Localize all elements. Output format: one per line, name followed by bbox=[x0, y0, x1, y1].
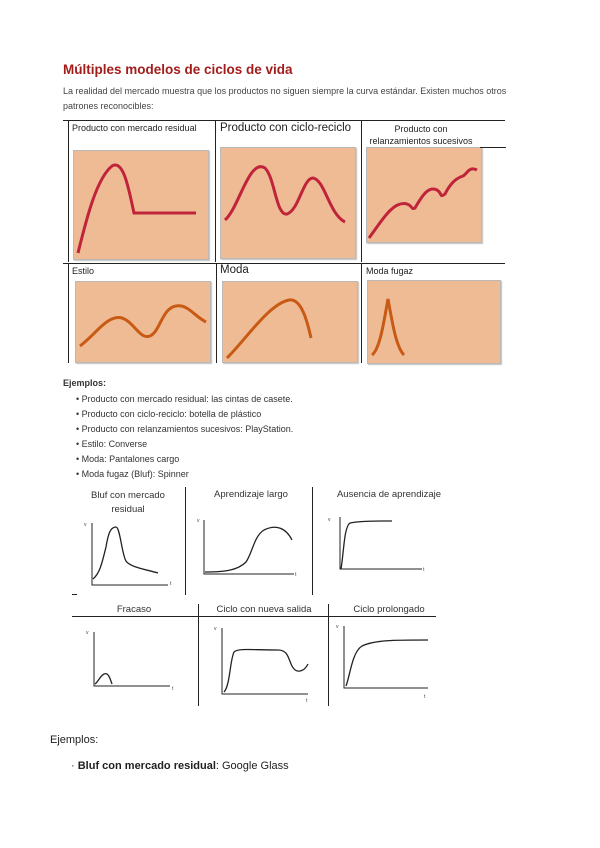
chart-label-mercado-residual: Producto con mercado residual bbox=[72, 123, 197, 133]
example-value: : Google Glass bbox=[215, 760, 289, 772]
bullet: · bbox=[71, 760, 78, 772]
curve-estilo bbox=[76, 282, 210, 362]
chart-label-estilo: Estilo bbox=[72, 266, 95, 276]
example-item-text: Moda: Pantalones cargo bbox=[81, 454, 180, 464]
curve-ausencia-aprendizaje bbox=[326, 511, 428, 575]
curve-aprendizaje-largo bbox=[196, 514, 302, 580]
grid1-rule bbox=[480, 147, 506, 148]
chart-label-ciclo-prolongado: Ciclo prolongado bbox=[353, 604, 425, 615]
example-item: • Estilo: Converse bbox=[76, 439, 148, 449]
chart-label-aprendizaje-largo: Aprendizaje largo bbox=[214, 489, 288, 500]
example-item-text: Producto con relanzamientos sucesivos: PlayStation. bbox=[81, 424, 294, 434]
chart-label-ciclo-nueva-salida: Ciclo con nueva salida bbox=[216, 604, 312, 615]
examples-heading-2: Ejemplos: bbox=[50, 734, 99, 746]
example-item-text: Producto con ciclo-reciclo: botella de plástico bbox=[81, 409, 262, 419]
axis-t-label: t bbox=[172, 686, 174, 692]
grid1-divider bbox=[215, 120, 216, 262]
axis-v-label: v bbox=[84, 522, 87, 528]
chart-label-ausencia-aprendizaje: Ausencia de aprendizaje bbox=[336, 489, 442, 500]
grid2-divider bbox=[312, 487, 313, 595]
chart-label-relanzamientos: Producto con relanzamientos sucesivos bbox=[369, 124, 473, 146]
grid2-row2-top-rule bbox=[72, 616, 436, 617]
examples-heading: Ejemplos: bbox=[63, 378, 107, 388]
axis-v-label: v bbox=[214, 626, 217, 632]
curve-bluf bbox=[84, 517, 184, 591]
example-item: • Moda: Pantalones cargo bbox=[76, 454, 180, 464]
example-term: Bluf con mercado residual bbox=[77, 760, 216, 772]
curve-moda-fugaz bbox=[368, 281, 500, 363]
grid2-divider bbox=[328, 604, 329, 706]
grid1-divider bbox=[68, 120, 69, 262]
grid2-rule bbox=[72, 594, 77, 595]
curve-relanzamientos bbox=[367, 148, 481, 242]
example-item-text: Moda fugaz (Bluf): Spinner bbox=[81, 469, 189, 479]
grid2-divider bbox=[185, 487, 186, 595]
example-item-google-glass bbox=[71, 760, 289, 772]
example-item: • Producto con relanzamientos sucesivos: PlayStation. bbox=[76, 424, 294, 434]
axis-t-label: t bbox=[423, 567, 425, 573]
axis-v-label: v bbox=[197, 518, 200, 524]
example-item: • Moda fugaz (Bluf): Spinner bbox=[76, 469, 189, 479]
chart-panel-ciclo-reciclo bbox=[220, 147, 356, 259]
grid1-row1-top-rule bbox=[63, 120, 505, 121]
chart-label-moda-fugaz: Moda fugaz bbox=[366, 266, 414, 276]
page-title: Múltiples modelos de ciclos de vida bbox=[63, 62, 293, 77]
grid1-divider bbox=[68, 263, 69, 363]
grid2-divider bbox=[198, 604, 199, 706]
example-item: • Producto con mercado residual: las cintas de casete. bbox=[76, 394, 293, 404]
example-item-text: Estilo: Converse bbox=[81, 439, 148, 449]
chart-label-ciclo-reciclo: Producto con ciclo-reciclo bbox=[220, 122, 352, 134]
chart-panel-mercado-residual bbox=[73, 150, 209, 260]
curve-mercado-residual bbox=[74, 151, 208, 259]
chart-panel-moda bbox=[222, 281, 358, 363]
axis-t-label: t bbox=[424, 694, 426, 700]
axis-v-label: v bbox=[86, 630, 89, 636]
curve-ciclo-nueva-salida bbox=[212, 620, 322, 702]
axis-t-label: t bbox=[306, 698, 308, 702]
intro-paragraph: La realidad del mercado muestra que los productos no siguen siempre la curva estándar. Existen muchos otros patrones reconocibles: bbox=[63, 86, 507, 111]
example-item-text: Producto con mercado residual: las cintas de casete. bbox=[81, 394, 293, 404]
axis-t-label: t bbox=[170, 581, 172, 587]
chart-panel-moda-fugaz bbox=[367, 280, 501, 364]
axis-t-label: t bbox=[295, 572, 297, 578]
curve-fracaso bbox=[84, 624, 184, 694]
chart-panel-relanzamientos bbox=[366, 147, 482, 243]
curve-ciclo-reciclo bbox=[221, 148, 355, 258]
chart-label-bluf: Bluf con mercado residual bbox=[91, 490, 165, 515]
axis-v-label: v bbox=[328, 517, 331, 523]
example-item: • Producto con ciclo-reciclo: botella de plástico bbox=[76, 409, 262, 419]
curve-moda bbox=[223, 282, 357, 362]
curve-ciclo-prolongado bbox=[334, 618, 438, 700]
chart-label-fracaso: Fracaso bbox=[116, 604, 152, 615]
grid1-divider bbox=[361, 120, 362, 262]
grid1-divider bbox=[361, 263, 362, 363]
chart-label-moda: Moda bbox=[220, 264, 249, 276]
grid1-divider bbox=[216, 263, 217, 363]
chart-panel-estilo bbox=[75, 281, 211, 363]
axis-v-label: v bbox=[336, 624, 339, 630]
grid1-row2-top-rule bbox=[63, 263, 505, 264]
